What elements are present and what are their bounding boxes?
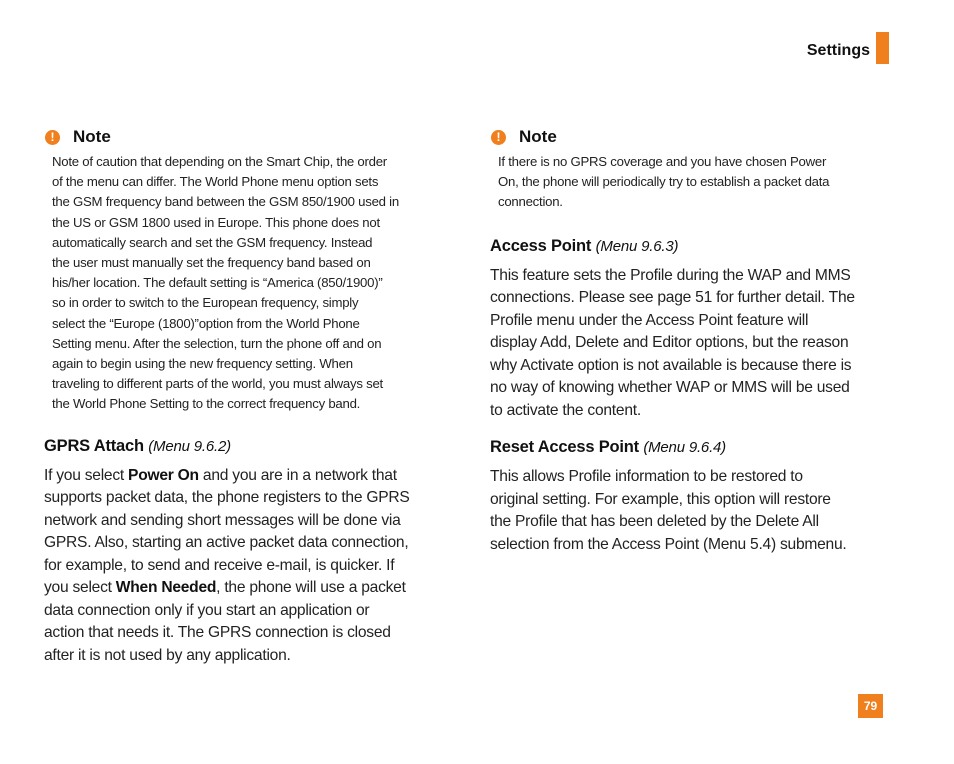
header-title: Settings xyxy=(806,42,870,59)
page-number: 79 xyxy=(858,694,883,718)
note-line: the GSM frequency band between the GSM 850/1900 used in xyxy=(52,194,399,210)
paragraph-line: the Profile that has been deleted by the Delete All xyxy=(490,513,819,531)
note-line: the US or GSM 1800 used in Europe. This phone does not xyxy=(52,214,380,230)
note-line: traveling to different parts of the world, you must always set xyxy=(52,376,383,392)
note-line: select the “Europe (1800)”option from the World Phone xyxy=(52,315,360,331)
gprs-attach-body xyxy=(44,465,439,668)
left-column xyxy=(44,126,439,667)
paragraph-line: Profile menu under the Access Point feature will xyxy=(490,311,809,329)
paragraph-line xyxy=(44,465,439,488)
paragraph-line: why Activate option is not available is because there is xyxy=(490,356,852,374)
gprs-attach-heading xyxy=(44,437,439,456)
paragraph-line: no way of knowing whether WAP or MMS will be used xyxy=(490,379,850,397)
note-line: again to begin using the new frequency setting. When xyxy=(52,356,353,372)
note-heading xyxy=(45,126,439,148)
option-name: When Needed xyxy=(115,579,217,597)
menu-reference: (Menu 9.6.3) xyxy=(595,237,679,255)
note-line: his/her location. The default setting is “America (850/1900)” xyxy=(52,275,383,291)
note-line: Setting menu. After the selection, turn the phone off and on xyxy=(52,335,382,351)
text-run: you select xyxy=(44,579,116,597)
paragraph-line: data connection only if you start an application or xyxy=(44,601,370,619)
paragraph-line: action that needs it. The GPRS connection is closed xyxy=(44,624,391,642)
paragraph-line: This allows Profile information to be restored to xyxy=(490,468,803,486)
paragraph-line: network and sending short messages will be done via xyxy=(44,511,401,529)
note-line: so in order to switch to the European frequency, simply xyxy=(52,295,359,311)
reset-access-point-body xyxy=(490,466,890,556)
note-line: connection. xyxy=(498,194,563,210)
note-line: automatically search and set the GSM frequency. Instead xyxy=(52,234,373,250)
paragraph-line xyxy=(44,577,439,600)
section-title: Reset Access Point xyxy=(490,438,639,457)
paragraph-line: to activate the content. xyxy=(490,401,641,419)
text-run: and you are in a network that xyxy=(198,466,397,484)
reset-access-point-heading xyxy=(490,438,890,457)
exclamation-icon: ! xyxy=(45,130,60,145)
note-line: Note of caution that depending on the Smart Chip, the order xyxy=(52,154,387,169)
menu-reference: (Menu 9.6.2) xyxy=(148,437,231,455)
note-line: the user must manually set the frequency band based on xyxy=(52,255,371,271)
paragraph-line: after it is not used by any application. xyxy=(44,646,291,664)
paragraph-line: GPRS. Also, starting an active packet data connection, xyxy=(44,534,409,552)
note-body xyxy=(52,152,439,415)
paragraph-line: This feature sets the Profile during the WAP and MMS xyxy=(490,266,851,284)
exclamation-icon: ! xyxy=(491,130,506,145)
paragraph-line: supports packet data, the phone registers to the GPRS xyxy=(44,489,410,507)
note-title: Note xyxy=(73,127,111,146)
paragraph-line: for example, to send and receive e-mail, is quicker. If xyxy=(44,556,395,574)
note-heading xyxy=(491,126,890,148)
text-run: If you select xyxy=(44,466,129,484)
access-point-heading xyxy=(490,237,890,256)
note-line: On, the phone will periodically try to establish a packet data xyxy=(498,174,830,190)
text-run: , the phone will use a packet xyxy=(216,579,406,597)
section-title: Access Point xyxy=(490,236,592,255)
paragraph-line: selection from the Access Point (Menu 5.4) submenu. xyxy=(490,535,847,553)
header-accent-tab xyxy=(876,32,889,64)
section-title: GPRS Attach xyxy=(44,436,144,455)
note-title: Note xyxy=(519,127,557,146)
paragraph-line: display Add, Delete and Editor options, but the reason xyxy=(490,334,849,352)
right-column xyxy=(490,126,890,556)
menu-reference: (Menu 9.6.4) xyxy=(643,439,726,457)
paragraph-line: original setting. For example, this option will restore xyxy=(490,490,831,508)
note-line: of the menu can differ. The World Phone menu option sets xyxy=(52,174,379,190)
access-point-body xyxy=(490,265,890,423)
note-line: the World Phone Setting to the correct frequency band. xyxy=(52,396,361,412)
note-line: If there is no GPRS coverage and you have chosen Power xyxy=(498,154,827,169)
option-name: Power On xyxy=(128,466,199,484)
note-body xyxy=(498,152,890,213)
paragraph-line: connections. Please see page 51 for further detail. The xyxy=(490,289,855,307)
